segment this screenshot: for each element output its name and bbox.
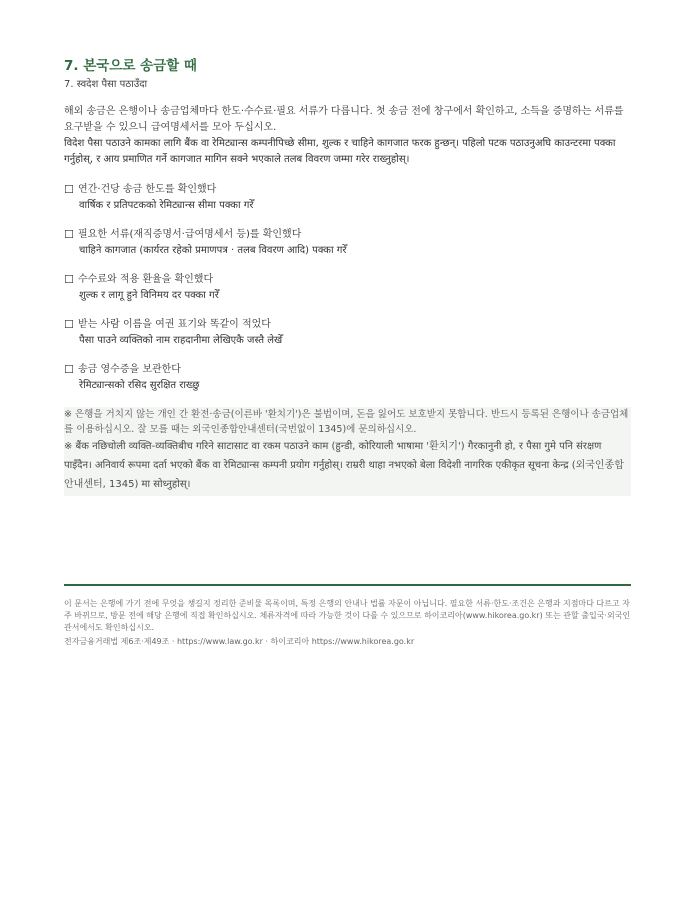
warning-note-korean: ※ 은행을 거치지 않는 개인 간 환전·송금(이른바 '환치기')은 불법이며, 돈을 잃어도 보호받지 못합니다. 반드시 등록된 은행이나 송금업체를 이용하십시오. 잘 모를 때는 외국인종합안내센터(국번없이 1345)에 문의하십시오. [64, 409, 629, 435]
section-title: 7. 본국으로 송금할 때 [64, 58, 197, 74]
footer [64, 598, 631, 648]
checklist-item [64, 272, 631, 304]
footer-divider [64, 584, 631, 586]
checkbox-icon: ☐ [64, 228, 74, 241]
checklist-item-nepali: चाहिने कागजात (कार्यरत रहेको प्रमाणपत्र · तलब विवरण आदि) पक्का गरेँ [79, 245, 347, 256]
checklist-item-korean: 수수료와 적용 환율을 확인했다 [78, 274, 214, 285]
checklist-item [64, 317, 631, 349]
checkbox-icon: ☐ [64, 273, 74, 286]
intro-korean: 해외 송금은 은행이나 송금업체마다 한도·수수료·필요 서류가 다릅니다. 첫 송금 전에 창구에서 확인하고, 소득을 증명하는 서류를 요구받을 수 있으니 급여명세서를 모아 두십시오. [64, 106, 624, 133]
checklist-item [64, 362, 631, 394]
checklist-item-korean: 필요한 서류(재직증명서·급여명세서 등)를 확인했다 [78, 229, 302, 240]
checklist-item-nepali: पैसा पाउने व्यक्तिको नाम राहदानीमा लेखिएकै जस्तै लेखेँ [79, 335, 283, 346]
checklist-item [64, 182, 631, 214]
intro [64, 104, 631, 168]
section-subtitle: 7. स्वदेश पैसा पठाउँदा [64, 79, 148, 90]
footer-disclaimer: 이 문서는 은행에 가기 전에 무엇을 챙길지 정리한 준비물 목록이며, 특정 은행의 안내나 법률 자문이 아닙니다. 필요한 서류·한도·조건은 은행과 지점마다 다르고 자주 바뀌므로, 방문 전에 해당 은행에 직접 확인하십시오. 체류자격에 따라 가능한 것이 다를 수 있으므로 하이코리아(www.hikorea.go.kr) 또는 관할 출입국·외국인관서에서도 확인하십시오. [64, 599, 631, 632]
checklist-item-nepali: वार्षिक र प्रतिपटकको रेमिट्यान्स सीमा पक्का गरेँ [79, 200, 254, 211]
checklist [64, 182, 631, 394]
checkbox-icon: ☐ [64, 318, 74, 331]
footer-sources: 전자금융거래법 제6조·제49조 · https://www.law.go.kr · 하이코리아 https://www.hikorea.go.kr [64, 637, 415, 646]
checklist-item-nepali: शुल्क र लागू हुने विनिमय दर पक्का गरेँ [79, 290, 219, 301]
checklist-item-korean: 연간·건당 송금 한도를 확인했다 [78, 184, 217, 195]
checklist-item [64, 227, 631, 259]
warning-note-nepali: ※ बैंक नछिचोली व्यक्ति-व्यक्तिबीच गरिने साटासाट वा रकम पठाउने काम (हुन्डी, कोरियाली भाषामा '환치기') गैरकानुनी हो, र पैसा गुमे पनि संरक्षण पाइँदैन। अनिवार्य रूपमा दर्ता भएको बैंक वा रेमिट्यान्स कम्पनी प्रयोग गर्नुहोस्। राम्ररी थाहा नभएको बेला विदेशी नागरिक एकीकृत सूचना केन्द्र (외국인종합안내센터, 1345) मा सोध्नुहोस्। [64, 441, 624, 490]
checklist-item-nepali: रेमिट्यान्सको रसिद सुरक्षित राख्छु [79, 380, 200, 391]
checkbox-icon: ☐ [64, 183, 74, 196]
checkbox-icon: ☐ [64, 363, 74, 376]
checklist-item-korean: 송금 영수증을 보관한다 [78, 364, 181, 375]
checklist-item-korean: 받는 사람 이름을 여권 표기와 똑같이 적었다 [78, 319, 271, 330]
warning-note [64, 407, 631, 496]
intro-nepali: विदेश पैसा पठाउने कामका लागि बैंक वा रेमिट्यान्स कम्पनीपिच्छे सीमा, शुल्क र चाहिने कागजात फरक हुन्छन्। पहिलो पटक पठाउनुअघि काउन्टरमा पक्का गर्नुहोस्, र आय प्रमाणित गर्ने कागजात मागिन सक्ने भएकाले तलब विवरण जम्मा गरेर राख्नुहोस्। [64, 138, 616, 165]
